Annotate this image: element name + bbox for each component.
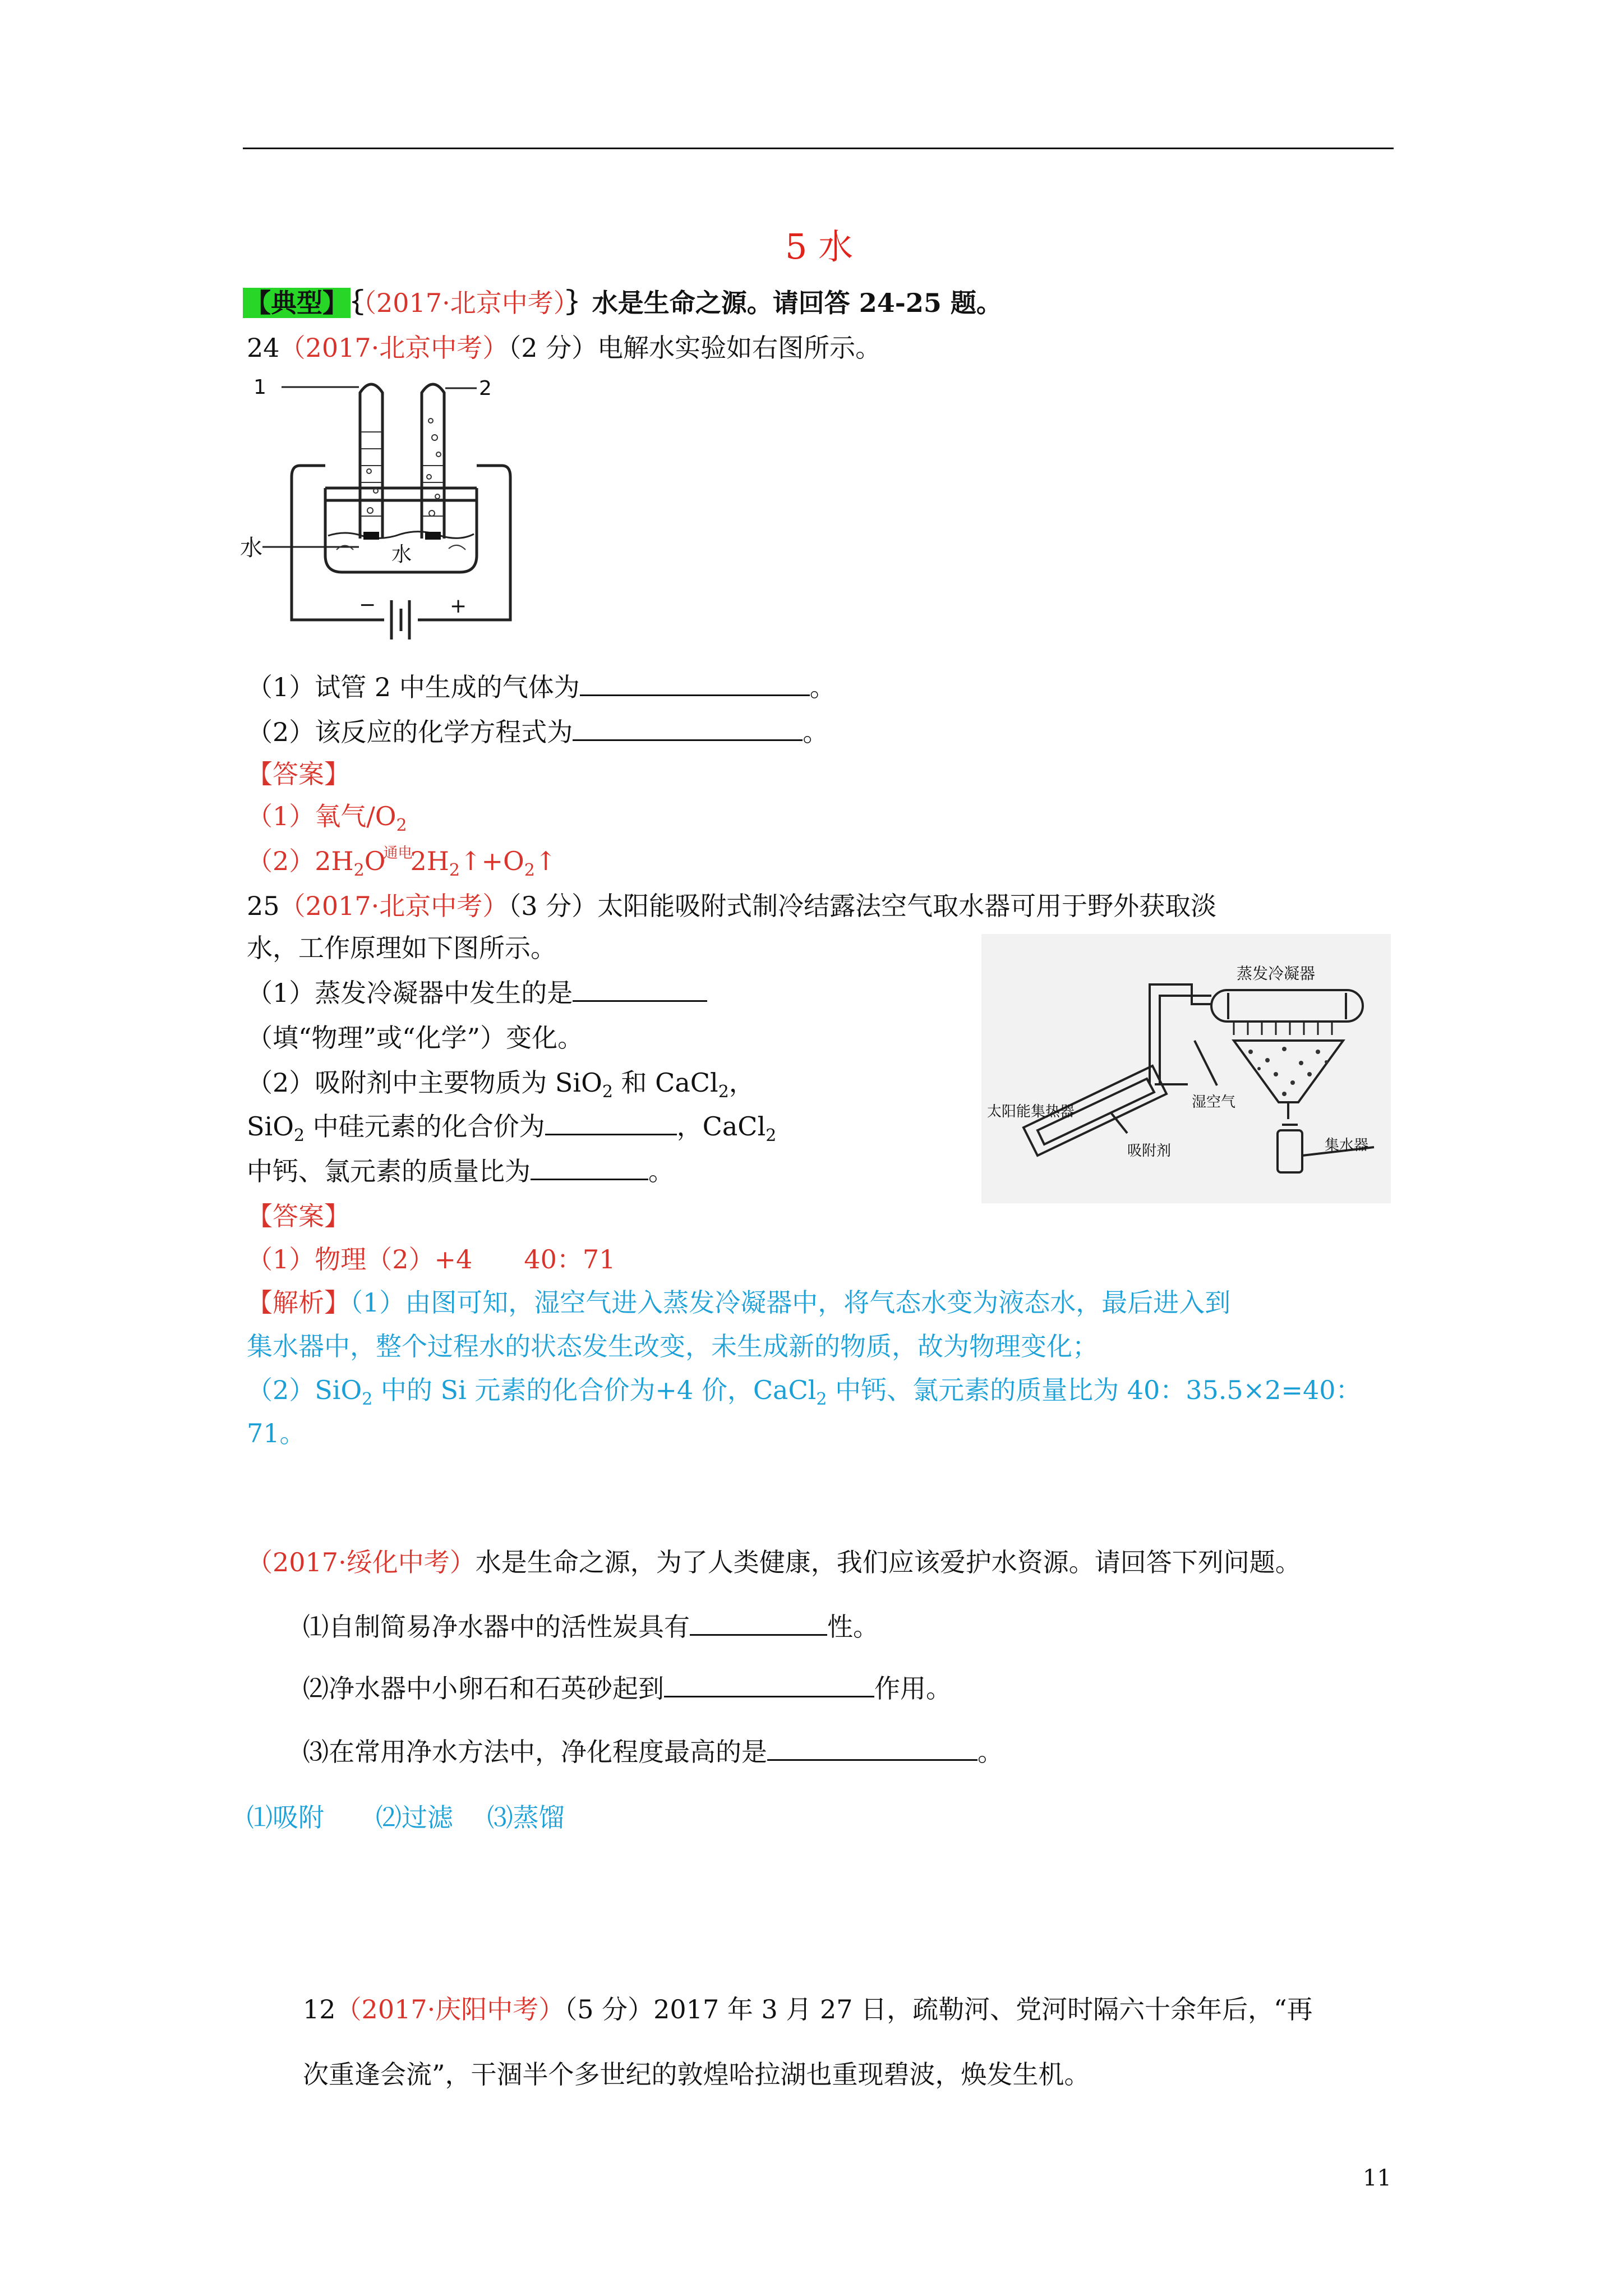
q25-stem-2: 水，工作原理如下图所示。 bbox=[247, 933, 556, 963]
q24-answer-1: （1）氧气$/O_2$ bbox=[247, 801, 407, 836]
intro-text: 水是生命之源。请回答 24-25 题。 bbox=[592, 288, 1002, 318]
q25-sub2-line3: 中钙、氯元素的质量比为 。 bbox=[247, 1156, 674, 1186]
suihua-sub2: ⑵净水器中小卵石和石英砂起到 作用。 bbox=[303, 1673, 952, 1704]
q25-blank-2[interactable] bbox=[545, 1111, 677, 1135]
q24-answer-2: $(2)2H_2O^{通电}2H_2↑+O_2↑$ bbox=[247, 845, 557, 881]
intro-source: （2017·北京中考） bbox=[363, 288, 566, 318]
q12-stem-1: 12（2017·庆阳中考）（5 分）2017 年 3 月 27 日，疏勒河、党河时隔六十余年后，“再 bbox=[303, 1994, 1313, 2024]
tube2-label: 2 bbox=[479, 377, 492, 400]
q25-sub1: （1）蒸发冷凝器中发生的是 bbox=[247, 976, 707, 1010]
typical-tag: 【典型】 bbox=[243, 288, 351, 318]
suihua-stem: （2017·绥化中考）水是生命之源，为了人类健康，我们应该爱护水资源。请回答下列问题。 bbox=[247, 1547, 1301, 1577]
electrolysis-figure bbox=[240, 370, 550, 662]
q25-answer: （1）物理（2）+4 40：71 bbox=[247, 1244, 616, 1274]
suihua-blank-1[interactable] bbox=[690, 1612, 827, 1636]
negative-label: − bbox=[359, 593, 376, 616]
tube1-label: 1 bbox=[253, 376, 266, 399]
page-title: 5 水 bbox=[785, 226, 854, 267]
q25-analysis-4: 71。 bbox=[247, 1418, 306, 1448]
reaction-condition: 通电 bbox=[383, 845, 413, 862]
water-collector-figure bbox=[981, 934, 1391, 1203]
q25-sub2-line2: SiO$_2$ 中硅元素的化合价为 ，CaCl$_2$ bbox=[247, 1111, 777, 1146]
q24-sub2: （2）该反应的化学方程式为 。 bbox=[247, 717, 829, 747]
q25-blank-3[interactable] bbox=[531, 1156, 648, 1180]
solar-collector-label: 太阳能集热器 bbox=[987, 1103, 1075, 1120]
q25-analysis-1: 【解析】（1）由图可知，湿空气进入蒸发冷凝器中，将气态水变为液态水，最后进入到 bbox=[247, 1287, 1231, 1318]
water-inner-label: 水 bbox=[391, 543, 412, 566]
q25-analysis-3: （2）SiO$_2$ 中的 Si 元素的化合价为+4 价，CaCl$_2$ 中钙、氯元素的质量比为 40：35.5×2=40： bbox=[247, 1375, 1362, 1410]
q25-analysis-2: 集水器中，整个过程水的状态发生改变，未生成新的物质，故为物理变化； bbox=[247, 1331, 1098, 1361]
q24-answer-head: 【答案】 bbox=[247, 759, 350, 789]
water-collector-label: 集水器 bbox=[1325, 1137, 1369, 1154]
q24-blank-1[interactable] bbox=[580, 672, 810, 696]
water-label: 水 bbox=[240, 535, 262, 561]
intro-line: 【典型】｛（2017·北京中考）｝水是生命之源。请回答 24-25 题。 bbox=[243, 286, 1002, 320]
suihua-sub1: ⑴自制简易净水器中的活性炭具有 性。 bbox=[303, 1612, 879, 1642]
positive-label: + bbox=[450, 595, 467, 618]
suihua-sub3: ⑶在常用净水方法中，净化程度最高的是 。 bbox=[303, 1737, 1003, 1767]
suihua-blank-2[interactable] bbox=[664, 1673, 874, 1697]
suihua-blank-3[interactable] bbox=[767, 1737, 978, 1761]
q25-stem-1: 25（2017·北京中考）（3 分）太阳能吸附式制冷结露法空气取水器可用于野外获取淡 bbox=[247, 891, 1217, 921]
condenser-label: 蒸发冷凝器 bbox=[1237, 964, 1316, 983]
q25-sub2: （2）吸附剂中主要物质为 SiO$_2$ 和 CaCl$_2$， bbox=[247, 1068, 755, 1102]
q24-sub1: （1）试管 2 中生成的气体为 。 bbox=[247, 672, 836, 702]
q24-blank-2[interactable] bbox=[573, 717, 803, 741]
q25-blank-1[interactable] bbox=[573, 978, 707, 1002]
humid-air-label: 湿空气 bbox=[1192, 1094, 1236, 1111]
adsorbent-label: 吸附剂 bbox=[1127, 1143, 1172, 1159]
q25-sub1-cont: （填“物理”或“化学”）变化。 bbox=[247, 1023, 584, 1053]
page-number: 11 bbox=[1363, 2165, 1391, 2191]
header-rule bbox=[243, 148, 1394, 149]
q25-answer-head: 【答案】 bbox=[247, 1201, 350, 1231]
q12-stem-2: 次重逢会流”，干涸半个多世纪的敦煌哈拉湖也重现碧波，焕发生机。 bbox=[303, 2059, 1090, 2090]
q24-stem: 24（2017·北京中考）（2 分）电解水实验如右图所示。 bbox=[247, 333, 882, 363]
suihua-answer: ⑴吸附 ⑵过滤 ⑶蒸馏 bbox=[247, 1802, 565, 1833]
